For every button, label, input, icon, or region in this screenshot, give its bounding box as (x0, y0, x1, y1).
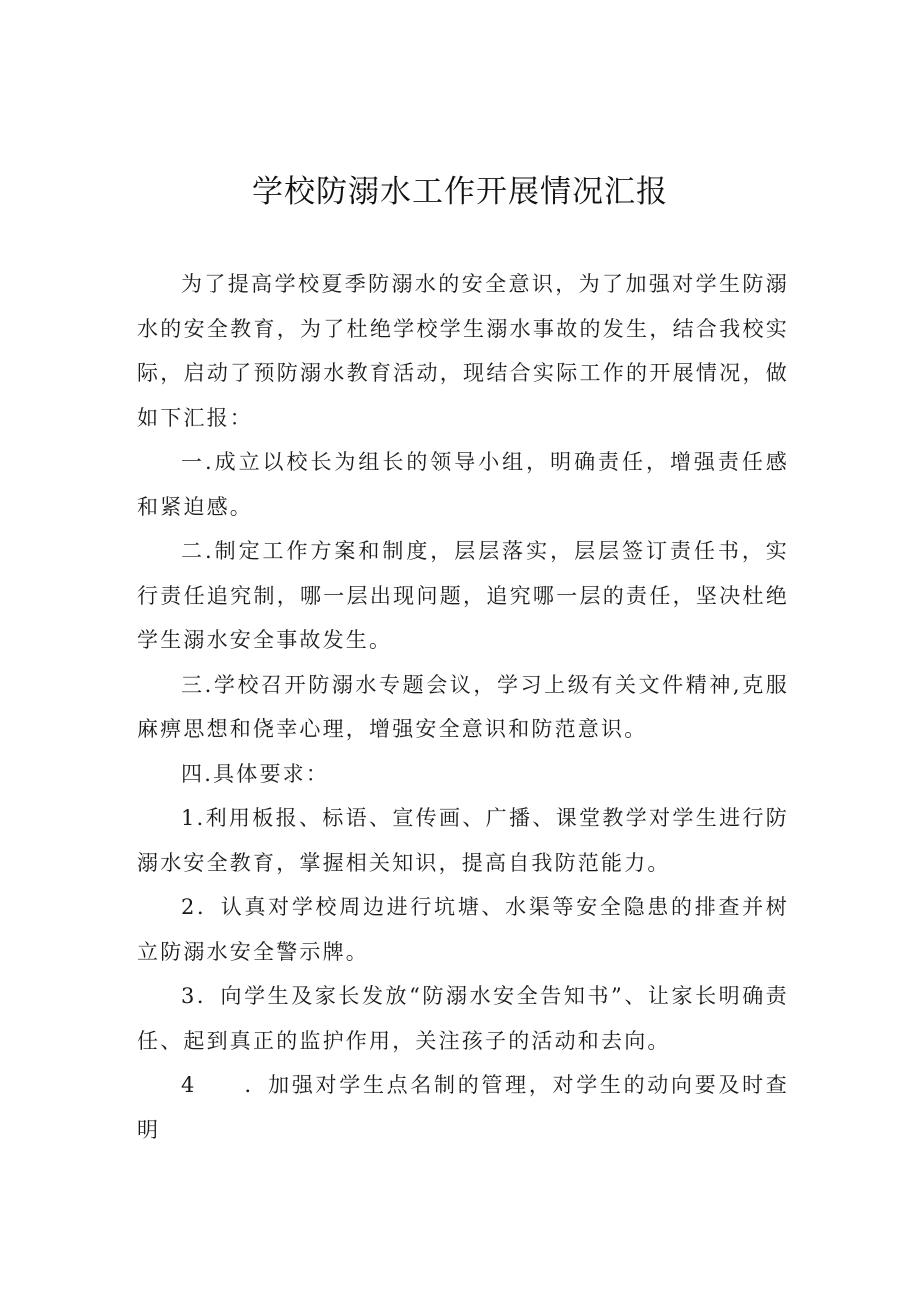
section-two-paragraph: 二.制定工作方案和制度，层层落实，层层签订责任书，实行责任追究制，哪一层出现问题，追究哪一层的责任，坚决杜绝学生溺水安全事故发生。 (137, 539, 789, 652)
requirement-item-3: 3．向学生及家长发放“防溺水安全告知书”、让家长明确责任、起到真正的监护作用，关注孩子的活动和去向。 (137, 984, 789, 1053)
section-one-paragraph: 一.成立以校长为组长的领导小组，明确责任，增强责任感和紧迫感。 (137, 450, 789, 519)
section-four-heading: 四.具体要求： (181, 761, 330, 786)
requirement-item-1: 1.利用板报、标语、宣传画、广播、课堂教学对学生进行防溺水安全教育，掌握相关知识，提高自我防范能力。 (137, 806, 789, 875)
document-title: 学校防溺水工作开展情况汇报 (252, 174, 668, 210)
section-three-paragraph: 三.学校召开防溺水专题会议，学习上级有关文件精神,克服麻痹思想和侥幸心理，增强安全意识和防范意识。 (137, 672, 789, 741)
requirement-item-4: 4 ．加强对学生点名制的管理，对学生的动向要及时查明 (137, 1073, 789, 1142)
requirement-item-2: 2．认真对学校周边进行坑塘、水渠等安全隐患的排查并树立防溺水安全警示牌。 (137, 895, 789, 964)
document-body (137, 262, 789, 1152)
intro-paragraph: 为了提高学校夏季防溺水的安全意识，为了加强对学生防溺水的安全教育，为了杜绝学校学生溺水事故的发生，结合我校实际，启动了预防溺水教育活动，现结合实际工作的开展情况，做如下汇报： (137, 272, 789, 430)
